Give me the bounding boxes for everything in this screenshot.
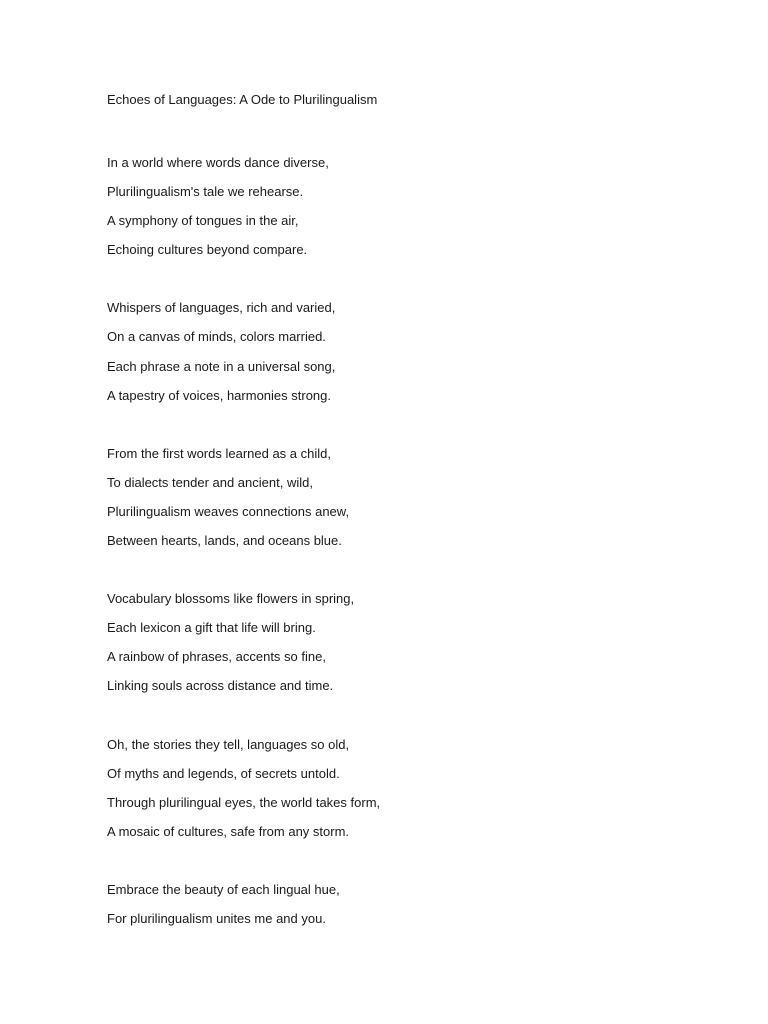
poem-line: A rainbow of phrases, accents so fine, xyxy=(107,649,326,665)
poem-line: In a world where words dance diverse, xyxy=(107,155,329,170)
poem-line: Each phrase a note in a universal song, xyxy=(107,358,336,374)
stanza xyxy=(107,584,707,700)
stanza xyxy=(107,439,707,555)
poem-line: Plurilingualism weaves connections anew, xyxy=(107,503,350,519)
poem-line: On a canvas of minds, colors married. xyxy=(107,329,326,345)
poem-line: A mosaic of cultures, safe from any storm. xyxy=(107,823,350,839)
poem-line: Vocabulary blossoms like flowers in spring, xyxy=(107,591,355,607)
poem-line: Each lexicon a gift that life will bring. xyxy=(107,620,316,636)
stanza xyxy=(107,148,707,264)
poem-line: Whispers of languages, rich and varied, xyxy=(107,300,336,316)
poem-line: For plurilingualism unites me and you. xyxy=(107,910,326,926)
stanza xyxy=(107,293,707,409)
stanza xyxy=(107,730,707,846)
stanza xyxy=(107,875,707,933)
poem-line: A symphony of tongues in the air, xyxy=(107,213,299,229)
poem-title: Echoes of Languages: A Ode to Plurilingualism xyxy=(107,92,378,107)
poem-line: Embrace the beauty of each lingual hue, xyxy=(107,881,340,897)
poem-line: From the first words learned as a child, xyxy=(107,445,331,461)
poem-line: To dialects tender and ancient, wild, xyxy=(107,474,313,490)
poem-line: Echoing cultures beyond compare. xyxy=(107,242,308,258)
poem-line: Linking souls across distance and time. xyxy=(107,678,334,694)
poem-line: Between hearts, lands, and oceans blue. xyxy=(107,533,342,549)
poem xyxy=(107,90,707,962)
poem-line: Of myths and legends, of secrets untold. xyxy=(107,765,340,781)
poem-line: Through plurilingual eyes, the world takes form, xyxy=(107,794,381,810)
poem-line: Oh, the stories they tell, languages so old, xyxy=(107,736,350,752)
poem-line: Plurilingualism's tale we rehearse. xyxy=(107,184,304,200)
poem-line: A tapestry of voices, harmonies strong. xyxy=(107,387,331,403)
